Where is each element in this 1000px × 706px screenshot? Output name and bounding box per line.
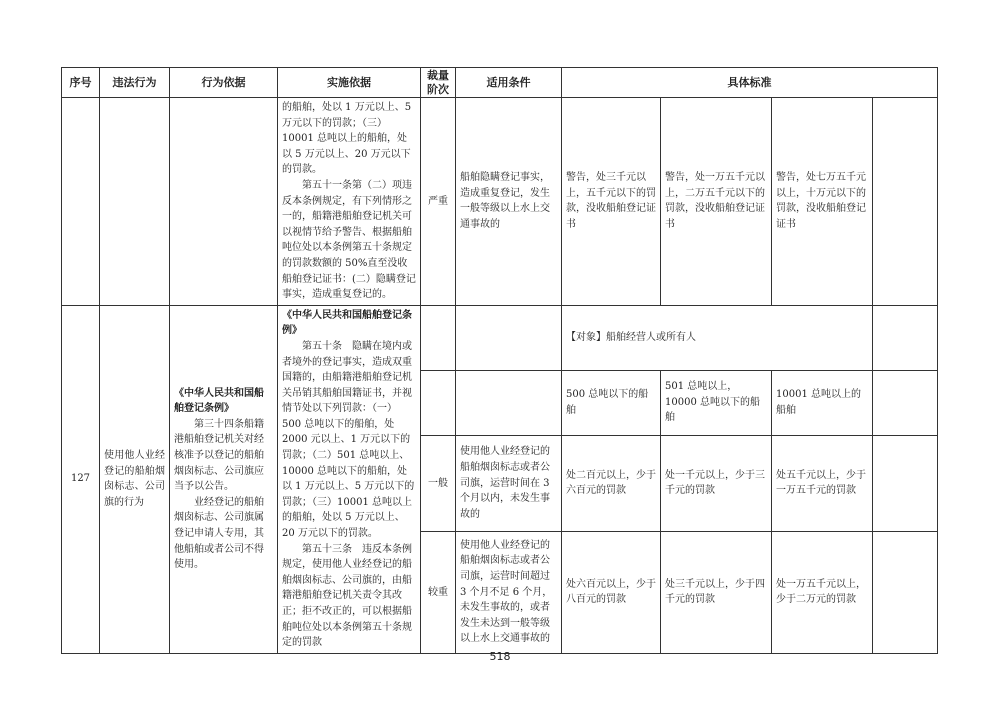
row-127-general-standard-2: 处一千元以上，少于三千元的罚款 [661, 435, 772, 531]
header-implement: 实施依据 [278, 68, 421, 98]
cont-violation-cell [100, 98, 170, 306]
row-127-heavier-condition: 使用他人业经登记的船舶烟囱标志或者公司旗，运营时间超过 3 个月不足 6 个月，未发生事故的，或者发生未达到一般等级以上水上交通事故的 [456, 532, 562, 654]
cont-condition: 船舶隐瞒登记事实，造成重复登记，发生一般等级以上水上交通事故的 [456, 98, 562, 306]
row-127-implement-title: 《中华人民共和国船舶登记条例》 [282, 309, 412, 337]
cont-basis-cell [170, 98, 278, 306]
row-127-tonnage-level [421, 370, 456, 435]
row-127-basis-text-1: 第三十四条船籍港船舶登记机关对经核准予以登记的船舶烟囱标志、公司旗应当予以公告。 [174, 418, 264, 493]
row-127-tonnage-3: 10001 总吨以上的船舶 [772, 370, 873, 435]
row-127-heavier-standard-2: 处三千元以上，少于四千元的罚款 [661, 532, 772, 654]
cont-implement-text: 的船舶，处以 1 万元以上、5 万元以下的罚款；（三）10001 总吨以上的船舶，处以 5 万元以上、20 万元以下的罚款。 [282, 102, 412, 176]
cont-standard-1: 警告，处三千元以上，五千元以下的罚款，没收船舶登记证书 [562, 98, 661, 306]
row-127-violation: 使用他人业经登记的船舶烟囱标志、公司旗的行为 [100, 305, 170, 653]
header-seq: 序号 [62, 68, 100, 98]
cont-seq-cell [62, 98, 100, 306]
row-127-tonnage-extra [873, 370, 938, 435]
row-127-target-text: 【对象】船舶经营人或所有人 [562, 305, 873, 370]
header-violation: 违法行为 [100, 68, 170, 98]
header-standards: 具体标准 [562, 68, 938, 98]
row-127-general-extra [873, 435, 938, 531]
header-conditions: 适用条件 [456, 68, 562, 98]
header-basis: 行为依据 [170, 68, 278, 98]
row-127-target [62, 305, 938, 370]
row-127-seq: 127 [62, 305, 100, 653]
header-row [62, 68, 938, 98]
row-127-basis [170, 305, 278, 653]
row-127-target-condition [456, 305, 562, 370]
row-127-basis-text-2: 业经登记的船舶烟囱标志、公司旗属登记申请人专用，其他船舶或者公司不得使用。 [174, 496, 264, 571]
row-127-heavier-extra [873, 532, 938, 654]
penalty-standard-table [61, 67, 938, 654]
cont-extra-cell [873, 98, 938, 306]
cont-standard-3: 警告，处七万五千元以上，十万元以下的罚款，没收船舶登记证书 [772, 98, 873, 306]
row-127-heavier-level: 较重 [421, 532, 456, 654]
row-127-implement-text-2: 第五十三条 违反本条例规定，使用他人业经登记的船舶烟囱标志、公司旗的，由船籍港船舶登记机关责令其改正；拒不改正的，可以根据船舶吨位处以本条例第五十条规定的罚款 [282, 543, 412, 649]
row-127-heavier-standard-1: 处六百元以上，少于八百元的罚款 [562, 532, 661, 654]
continued-row [62, 98, 938, 306]
cont-implement-article: 第五十一条第（二）项违反本条例规定，有下列情形之一的，船籍港船舶登记机关可以视情节给予警告、根据船舶吨位处以本条例第五十条规定的罚款数额的 50%直至没收船舶登记证书：(二）隐瞒登记事实，造成重复登记的。 [282, 179, 416, 301]
row-127-tonnage-condition [456, 370, 562, 435]
row-127-tonnage-1: 500 总吨以下的船舶 [562, 370, 661, 435]
row-127-tonnage-2: 501 总吨以上，10000 总吨以下的船舶 [661, 370, 772, 435]
page-number: 518 [489, 650, 511, 663]
row-127-heavier-standard-3: 处一万五千元以上，少于二万元的罚款 [772, 532, 873, 654]
row-127-general-standard-1: 处二百元以上，少于六百元的罚款 [562, 435, 661, 531]
row-127-implement [278, 305, 421, 653]
cont-implement-cell [278, 98, 421, 306]
row-127-general-standard-3: 处五千元以上，少于一万五千元的罚款 [772, 435, 873, 531]
row-127-general-condition: 使用他人业经登记的船舶烟囱标志或者公司旗，运营时间在 3 个月以内，未发生事故的 [456, 435, 562, 531]
row-127-target-level [421, 305, 456, 370]
row-127-general-level: 一般 [421, 435, 456, 531]
row-127-target-extra [873, 305, 938, 370]
row-127-implement-text-1: 第五十条 隐瞒在境内或者境外的登记事实，造成双重国籍的，由船籍港船舶登记机关吊销其船舶国籍证书，并视情节处以下列罚款：（一）500 总吨以下的船舶，处 2000 元以上、1 万元以下的罚款；（二）501 总吨以上、10000 总吨以下的船舶，处以 1 万元以上、5 万元以下的罚款；（三）10001 总吨以上的船舶，处以 5 万元以上、20 万元以下的罚款。 [282, 340, 415, 540]
row-127-basis-title: 《中华人民共和国船舶登记条例》 [174, 387, 264, 415]
header-level: 裁量 阶次 [421, 68, 456, 98]
cont-level: 严重 [421, 98, 456, 306]
cont-standard-2: 警告，处一万五千元以上，二万五千元以下的罚款，没收船舶登记证书 [661, 98, 772, 306]
